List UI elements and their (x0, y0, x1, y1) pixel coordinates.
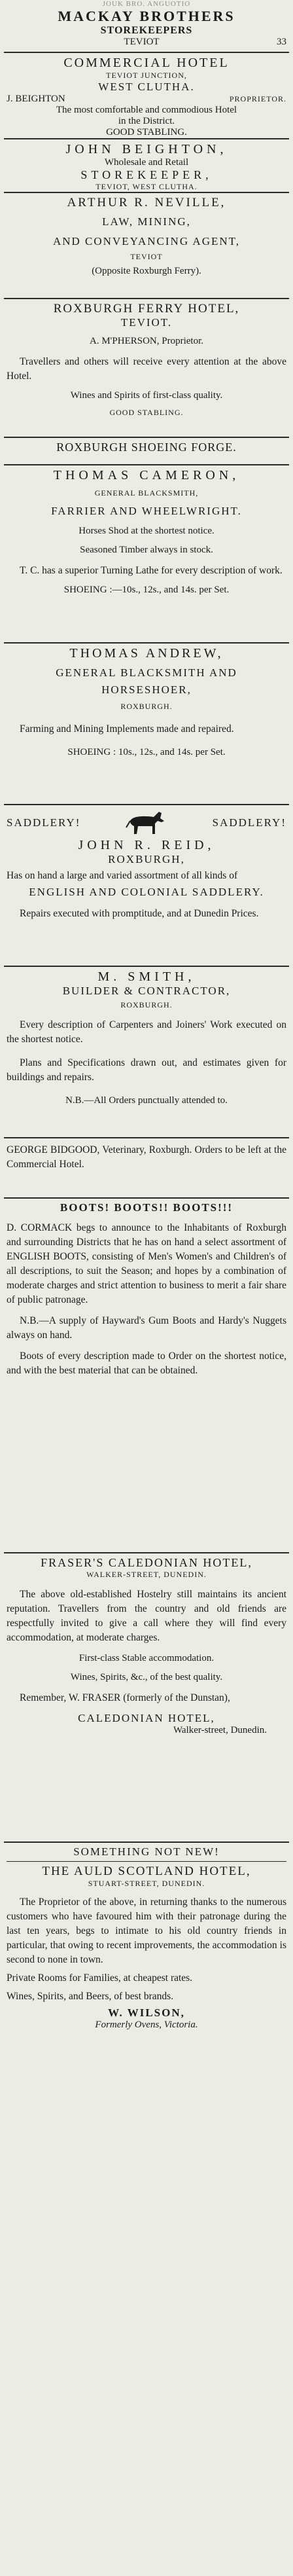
smith-ad (4, 967, 289, 1137)
hotel-stabling: GOOD STABLING. (106, 127, 187, 137)
caledonian-hotel-ad (4, 1553, 289, 1841)
cameron-text1: Horses Shod at the shortest notice. (78, 526, 215, 536)
caledonian-line3: Remember, W. FRASER (formerly of the Dunstan), (20, 1692, 230, 1703)
andrew-name: THOMAS ANDREW, (69, 646, 224, 661)
neville-line2: AND CONVEYANCING AGENT, (52, 235, 241, 247)
reid-text2: ENGLISH AND COLONIAL SADDLERY. (29, 886, 264, 898)
ad-title: MACKAY BROTHERS (58, 8, 235, 24)
ferry-hotel-ad (4, 299, 289, 437)
bidgood-text: GEORGE BIDGOOD, Veterinary, Roxburgh. Orders to be left at the Commercial Hotel. (7, 1144, 286, 1170)
ferry-hotel-text1: Travellers and others will receive every attention at the above Hotel. (7, 356, 286, 382)
scotland-para1: The Proprietor of the above, in returning thanks to the numerous customers who have favoured him with their patronage during the last ten years, begs to intimate to his old country friends in particular, that owing to recent improvements, the accommodation is second to none in town. (7, 1896, 286, 1965)
forge-title: ROXBURGH SHOEING FORGE. (56, 441, 237, 454)
cameron-ad (4, 465, 289, 642)
cameron-trade: GENERAL BLACKSMITH, (94, 488, 199, 498)
boots-para3: Boots of every description made to Order on the shortest notice, and with the best material that can be obtained. (7, 1351, 286, 1376)
ad-place: TEVIOT (124, 37, 160, 47)
cameron-shoeing: SHOEING :—10s., 12s., and 14s. per Set. (63, 585, 230, 595)
cameron-text3: T. C. has a superior Turning Lathe for every description of work. (20, 565, 283, 576)
shoeing-forge-heading (4, 438, 289, 464)
cameron-name: THOMAS CAMERON, (53, 468, 240, 482)
saddlery-right: SADDLERY! (212, 816, 286, 829)
reid-place: ROXBURGH, (108, 853, 185, 865)
ferry-hotel-proprietor: A. M'PHERSON, Proprietor. (90, 336, 203, 346)
mackay-brothers-ad (4, 0, 289, 52)
beighton-ad (4, 139, 289, 192)
smith-text3: N.B.—All Orders punctually attended to. (65, 1095, 228, 1106)
andrew-shoeing: SHOEING : 10s., 12s., and 14s. per Set. (67, 747, 226, 757)
hotel-line2: in the District. (118, 116, 175, 126)
cormack-boots-ad (4, 1199, 289, 1552)
hotel-district: WEST CLUTHA. (98, 81, 195, 93)
smith-text1: Every description of Carpenters and Joiners' Work executed on the shortest notice. (7, 1019, 286, 1045)
caledonian-line2: Wines, Spirits, &c., of the best quality. (70, 1672, 223, 1682)
caledonian-address: WALKER-STREET, DUNEDIN. (86, 1570, 207, 1579)
hotel-proprietor-role: PROPRIETOR. (229, 94, 286, 103)
neville-name: ARTHUR R. NEVILLE, (67, 196, 226, 209)
neville-ad (4, 193, 289, 298)
reid-ad (4, 805, 289, 966)
neville-line1: LAW, MINING, (102, 215, 191, 228)
cut-off-header-text: JOUK BRO. ANGUOTIO (102, 0, 191, 8)
bidgood-ad (4, 1138, 289, 1197)
commercial-hotel-ad (4, 53, 289, 138)
hotel-line1: The most comfortable and commodious Hotel (56, 105, 237, 115)
andrew-line2: HORSESHOER, (101, 683, 192, 696)
horse-icon (125, 808, 168, 838)
ferry-hotel-name: ROXBURGH FERRY HOTEL, (53, 302, 240, 316)
beighton-place: TEVIOT, WEST CLUTHA. (95, 182, 198, 191)
beighton-trade: Wholesale and Retail (104, 157, 189, 168)
scotland-name: THE AULD SCOTLAND HOTEL, (42, 1864, 251, 1878)
ferry-hotel-place: TEVIOT. (120, 316, 173, 329)
boots-para2: N.B.—A supply of Hayward's Gum Boots and Hardy's Nuggets always on hand. (7, 1315, 286, 1341)
reid-name: JOHN R. REID, (78, 838, 215, 852)
caledonian-name: FRASER'S CALEDONIAN HOTEL, (41, 1556, 252, 1569)
andrew-ad (4, 644, 289, 804)
smith-place: ROXBURGH. (120, 1000, 173, 1009)
auld-scotland-hotel-ad (4, 1843, 289, 2157)
neville-note: (Opposite Roxburgh Ferry). (92, 266, 201, 276)
andrew-place: ROXBURGH. (120, 702, 173, 711)
boots-para1: D. CORMACK begs to announce to the Inhabitants of Roxburgh and surrounding Districts that he has on hand a select assortment of ENGLISH BOOTS, consisting of Men's Women's and Children's of all descriptions, to suit the Season; and hopes by a combination of moderate charges and strict attention to business to merit a fair share of public patronage. (7, 1222, 286, 1305)
scotland-proprietor: W. WILSON, (108, 2006, 185, 2019)
hotel-location: TEVIOT JUNCTION, (106, 71, 187, 80)
smith-role: BUILDER & CONTRACTOR, (62, 985, 231, 997)
scotland-formerly: Formerly Ovens, Victoria. (95, 2020, 198, 2030)
reid-text1: Has on hand a large and varied assortment of all kinds of (7, 870, 238, 881)
scotland-line2: Wines, Spirits, and Beers, of best brands. (7, 1991, 174, 2002)
caledonian-line1: First-class Stable accommodation. (78, 1653, 215, 1663)
hotel-proprietor: J. BEIGHTON (7, 94, 65, 104)
smith-text2: Plans and Specifications drawn out, and estimates given for buildings and repairs. (7, 1057, 286, 1083)
beighton-role: STOREKEEPER, (80, 168, 213, 181)
cameron-line: FARRIER AND WHEELWRIGHT. (51, 505, 242, 517)
saddlery-left: SADDLERY! (7, 816, 81, 829)
scotland-banner: SOMETHING NOT NEW! (73, 1845, 220, 1858)
beighton-name: JOHN BEIGHTON, (65, 142, 228, 156)
hotel-name: COMMERCIAL HOTEL (63, 56, 230, 70)
caledonian-footer1: CALEDONIAN HOTEL, (78, 1712, 215, 1724)
andrew-line1: GENERAL BLACKSMITH AND (56, 666, 237, 679)
cameron-text2: Seasoned Timber always in stock. (80, 545, 213, 555)
neville-place: TEVIOT (130, 252, 163, 261)
page-number: 33 (277, 37, 286, 47)
scotland-line1: Private Rooms for Families, at cheapest rates. (7, 1972, 193, 1984)
caledonian-footer2: Walker-street, Dunedin. (173, 1725, 267, 1735)
andrew-text1: Farming and Mining Implements made and repaired. (20, 723, 234, 735)
ferry-hotel-text2: Wines and Spirits of first-class quality. (70, 390, 223, 401)
smith-name: M. SMITH, (97, 970, 196, 984)
boots-title: BOOTS! BOOTS!! BOOTS!!! (60, 1201, 233, 1214)
ferry-hotel-stabling: GOOD STABLING. (109, 408, 184, 417)
caledonian-para1: The above old-established Hostelry still maintains its ancient reputation. Travellers from the country and old friends are respectfully invited to give a call where they will find every accommodation, at moderate charges. (7, 1589, 286, 1643)
ad-subtitle: STOREKEEPERS (100, 25, 193, 36)
reid-text3: Repairs executed with promptitude, and at Dunedin Prices. (20, 908, 259, 919)
scotland-address: STUART-STREET, DUNEDIN. (88, 1879, 205, 1888)
